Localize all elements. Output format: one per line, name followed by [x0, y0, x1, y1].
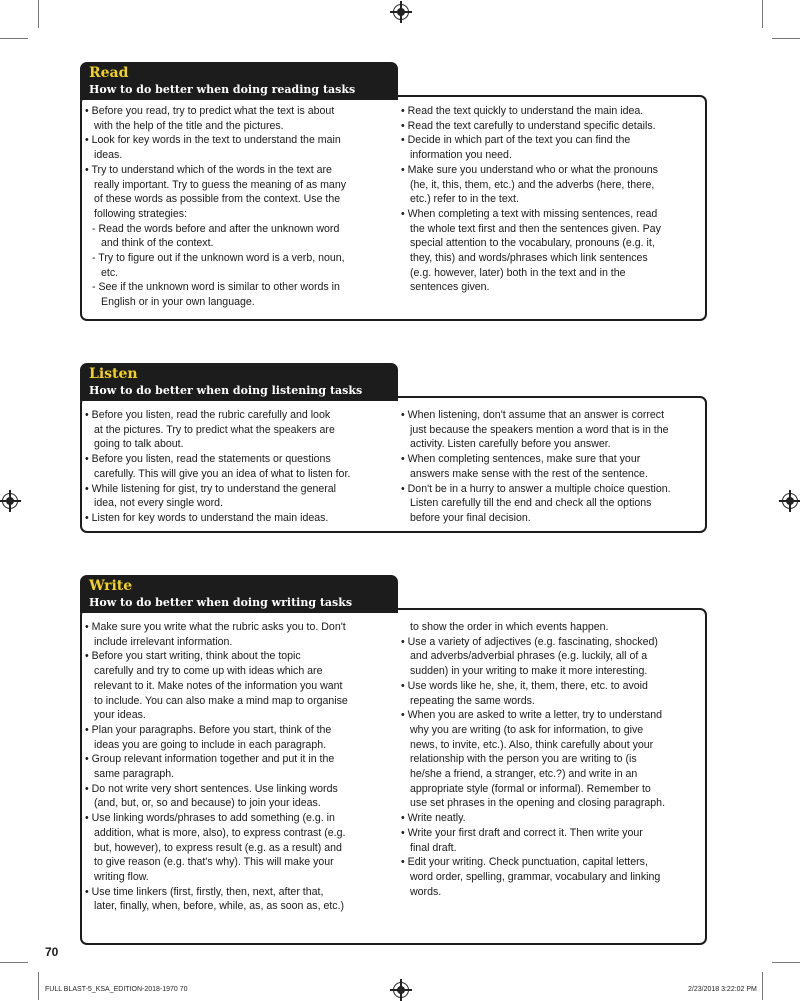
list-line: really important. Try to guess the meaning of as many [94, 178, 347, 191]
list-line: addition, what is more, also), to express contrast (e.g. [94, 826, 346, 839]
listen-section [80, 363, 707, 543]
list-line: • When you are asked to write a letter, try to understand [401, 709, 663, 722]
list-line: • Read the text carefully to understand specific details. [401, 119, 656, 132]
list-line: - See if the unknown word is similar to other words in [92, 281, 340, 294]
list-line: and adverbs/adverbial phrases (e.g. luckily, all of a [410, 650, 648, 663]
list-line: • When completing sentences, make sure that your [401, 453, 641, 466]
list-line: information you need. [410, 149, 512, 162]
list-line: • Try to understand which of the words in the text are [85, 163, 332, 176]
list-line: repeating the same words. [410, 694, 535, 707]
list-line: going to talk about. [94, 438, 184, 451]
list-line: but, however), to express result (e.g. as a result) and [94, 841, 342, 854]
crop-mark [38, 972, 39, 1000]
list-line: before your final decision. [410, 511, 531, 524]
list-line: just because the speakers mention a word that is in the [410, 423, 669, 436]
write-section [80, 575, 707, 920]
crop-mark [762, 0, 763, 28]
list-line: • Make sure you understand who or what the pronouns [401, 163, 658, 176]
list-line: use set phrases in the opening and closing paragraph. [410, 797, 666, 810]
listen-subtitle: How to do better when doing listening tasks [89, 384, 363, 397]
list-line: the whole text first and then the sentences given. Pay [410, 222, 661, 235]
list-line: - Read the words before and after the unknown word [92, 222, 340, 235]
list-line: they, this) and words/phrases which link sentences [410, 252, 648, 265]
list-line: to give reason (e.g. that's why). This will make your [94, 856, 334, 869]
list-line: why you are writing (to ask for information, to give [410, 723, 644, 736]
page-number: 70 [45, 945, 59, 959]
write-subtitle: How to do better when doing writing tasks [89, 596, 353, 609]
list-line: • Before you start writing, think about the topic [85, 650, 301, 663]
list-line: carefully. This will give you an idea of what to listen for. [94, 467, 351, 480]
list-line: • Look for key words in the text to understand the main [85, 134, 341, 147]
list-line: ideas you are going to include in each paragraph. [94, 738, 327, 751]
read-left-column [85, 104, 387, 310]
registration-mark-icon [393, 4, 409, 20]
list-line: - Try to figure out if the unknown word is a verb, noun, [92, 252, 345, 265]
list-line: • Write your first draft and correct it. Then write your [401, 826, 643, 839]
write-left-column [85, 620, 387, 914]
list-line: • Decide in which part of the text you can find the [401, 134, 631, 147]
list-line: and think of the context. [101, 237, 214, 250]
registration-mark-icon [2, 493, 18, 509]
list-line: • Before you read, try to predict what the text is about [85, 105, 335, 117]
crop-mark [762, 972, 763, 1000]
list-line: • Write neatly. [401, 812, 466, 825]
read-header [80, 62, 398, 100]
list-line: relationship with the person you are writing to (is [410, 753, 637, 766]
list-line: • Before you listen, read the statements or questions [85, 453, 331, 466]
list-line: at the pictures. Try to predict what the speakers are [94, 423, 335, 436]
list-line: ideas. [94, 149, 123, 162]
list-line: with the help of the title and the pictures. [94, 119, 284, 132]
listen-header [80, 363, 398, 401]
list-line: special attention to the vocabulary, pronouns (e.g. it, [410, 237, 655, 250]
list-line: sentences given. [410, 281, 490, 294]
write-header [80, 575, 398, 613]
crop-mark [38, 0, 39, 28]
list-line: later, finally, when, before, while, as, as soon as, etc.) [94, 900, 345, 913]
list-line: activity. Listen carefully before you answer. [410, 438, 611, 451]
read-right-column [401, 104, 701, 295]
list-line: sudden) in your writing to make it more interesting. [410, 665, 648, 678]
list-line: to show the order in which events happen. [410, 621, 609, 633]
listen-left-column [85, 408, 387, 526]
registration-mark-icon [782, 493, 798, 509]
list-line: answers make sense with the rest of the sentence. [410, 467, 648, 480]
read-section [80, 62, 707, 322]
list-line: idea, not every single word. [94, 497, 223, 510]
list-line: he/she a friend, a stranger, etc.?) and write in an [410, 768, 638, 781]
list-line: • Do not write very short sentences. Use linking words [85, 782, 338, 795]
crop-mark [0, 38, 28, 39]
list-line: words. [410, 885, 442, 898]
listen-right-column [401, 408, 701, 526]
crop-mark [772, 38, 800, 39]
list-line: news, to invite, etc.). Also, think carefully about your [410, 738, 654, 751]
list-line: • Use words like he, she, it, them, there, etc. to avoid [401, 679, 648, 692]
list-line: writing flow. [94, 870, 149, 883]
list-line: • Use a variety of adjectives (e.g. fascinating, shocked) [401, 635, 658, 648]
list-line: • Group relevant information together and put it in the [85, 753, 335, 766]
list-line: (and, but, or, so and because) to join your ideas. [94, 797, 321, 810]
list-line: • Make sure you write what the rubric asks you to. Don't [85, 621, 346, 633]
list-line: same paragraph. [94, 768, 175, 781]
list-line: word order, spelling, grammar, vocabulary and linking [410, 870, 661, 883]
list-line: • Edit your writing. Check punctuation, capital letters, [401, 856, 648, 869]
list-line: relevant to it. Make notes of the information you want [94, 679, 343, 692]
list-line: • When listening, don't assume that an answer is correct [401, 409, 665, 421]
write-right-column [401, 620, 701, 899]
list-line: • Don't be in a hurry to answer a multiple choice question. [401, 482, 671, 495]
list-line: final draft. [410, 841, 457, 854]
write-title: Write [89, 578, 133, 594]
list-line: of these words as possible from the context. Use the [94, 193, 341, 206]
list-line: etc.) refer to in the text. [410, 193, 519, 206]
list-line: (e.g. however, later) both in the text and in the [410, 266, 626, 279]
footer-file-info: FULL BLAST-5_KSA_EDITION-2018-1970 70 [45, 986, 188, 993]
list-line: include irrelevant information. [94, 635, 233, 648]
read-title: Read [89, 65, 129, 81]
list-line: • Listen for key words to understand the main ideas. [85, 511, 329, 524]
list-line: carefully and try to come up with ideas which are [94, 665, 323, 678]
list-line: following strategies: [94, 207, 188, 220]
list-line: to include. You can also make a mind map to organise [94, 694, 348, 707]
crop-mark [772, 962, 800, 963]
footer-timestamp: 2/23/2018 3:22:02 PM [688, 986, 757, 993]
list-line: English or in your own language. [101, 296, 255, 309]
list-line: • Use linking words/phrases to add something (e.g. in [85, 812, 335, 825]
list-line: • While listening for gist, try to understand the general [85, 482, 337, 495]
list-line: your ideas. [94, 709, 146, 722]
list-line: (he, it, this, them, etc.) and the adverbs (here, there, [410, 178, 655, 191]
listen-title: Listen [89, 366, 138, 382]
registration-mark-icon [393, 982, 409, 998]
list-line: etc. [101, 266, 119, 279]
list-line: • Read the text quickly to understand the main idea. [401, 105, 644, 117]
read-subtitle: How to do better when doing reading tasks [89, 83, 356, 96]
crop-mark [0, 962, 28, 963]
list-line: • When completing a text with missing sentences, read [401, 207, 658, 220]
list-line: Listen carefully till the end and check all the options [410, 497, 652, 510]
list-line: • Before you listen, read the rubric carefully and look [85, 409, 331, 421]
list-line: • Plan your paragraphs. Before you start, think of the [85, 723, 332, 736]
list-line: appropriate style (formal or informal). Remember to [410, 782, 651, 795]
list-line: • Use time linkers (first, firstly, then, next, after that, [85, 885, 324, 898]
